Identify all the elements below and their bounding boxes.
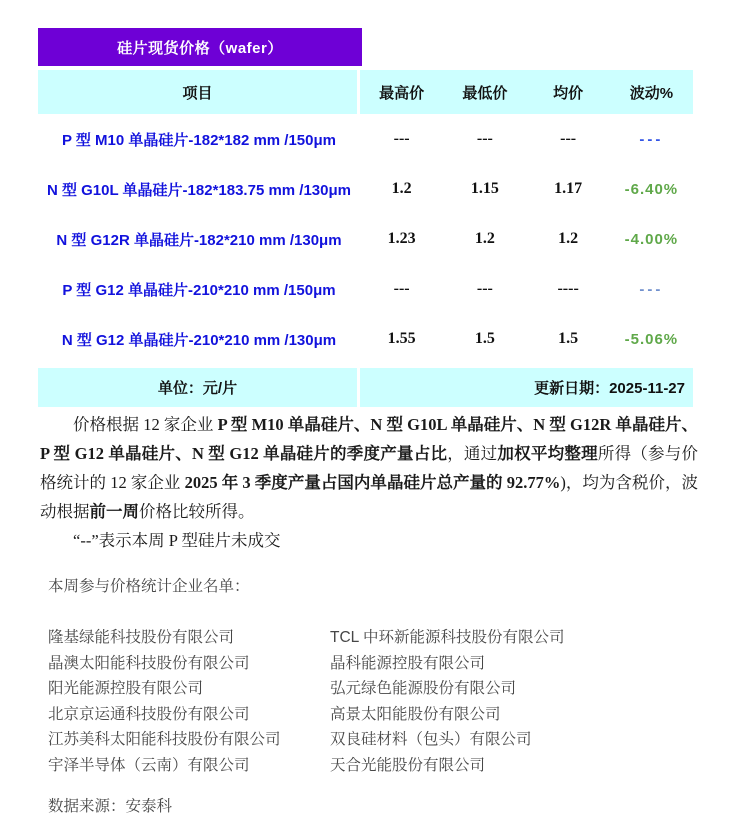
price-table — [38, 70, 693, 407]
participants-heading: 本周参与价格统计企业名单： — [48, 578, 250, 595]
table-footer-row — [38, 368, 693, 407]
table-row — [38, 264, 693, 314]
company-item: 双良硅材料（包头）有限公司 — [330, 731, 532, 748]
participants-column-right — [330, 625, 698, 778]
row-label: N 型 G10L 单晶硅片-182*183.75 mm /130μm — [46, 181, 352, 199]
row-avg: 1.17 — [554, 180, 583, 197]
table-row — [38, 314, 693, 364]
data-source-label: 数据来源：安泰科 — [48, 798, 173, 815]
company-item: 天合光能股份有限公司 — [330, 756, 486, 774]
company-item: 晶澳太阳能科技股份有限公司 — [48, 654, 250, 672]
report-title: 硅片现货价格（wafer） — [117, 39, 283, 57]
row-high: 1.23 — [387, 230, 416, 247]
row-label: P 型 M10 单晶硅片-182*182 mm /150μm — [61, 131, 337, 149]
methodology-paragraph: 价格根据 12 家企业 P 型 M10 单晶硅片、N 型 G10L 单晶硅片、N 型 G12R 单晶硅片、P 型 G12 单晶硅片、N 型 G12 单晶硅片的季度产量占比，通过加权平均整理所得（参与价格统计的 12 家企业 2025 年 3 季度产量占国内单晶硅片总产量的 92.77%)，均为含税价，波动根据前一周价格比较所得。 — [40, 415, 699, 521]
table-row — [38, 114, 693, 164]
row-low: 1.2 — [474, 230, 495, 247]
company-item: TCL 中环新能源科技股份有限公司 — [330, 629, 565, 646]
no-deal-note: “--”表示本周 P 型硅片未成交 — [73, 531, 281, 550]
header-high: 最高价 — [379, 84, 425, 102]
header-change: 波动% — [629, 84, 674, 102]
row-change: -6.40% — [624, 180, 679, 198]
company-item: 宇泽半导体（云南）有限公司 — [48, 756, 250, 774]
table-row — [38, 164, 693, 214]
table-header-row — [38, 70, 693, 114]
company-item: 晶科能源控股有限公司 — [330, 654, 486, 672]
header-low: 最低价 — [462, 84, 508, 102]
table-row — [38, 214, 693, 264]
participants-list — [48, 625, 698, 778]
row-label: P 型 G12 单晶硅片-210*210 mm /150μm — [62, 281, 336, 299]
company-item: 弘元绿色能源股份有限公司 — [330, 680, 517, 697]
company-item: 高景太阳能股份有限公司 — [330, 705, 501, 723]
unit-label: 单位：元/片 — [38, 368, 360, 407]
notes-section — [40, 410, 698, 821]
company-item: 阳光能源控股有限公司 — [48, 680, 204, 697]
header-item: 项目 — [38, 70, 360, 114]
update-date-label: 更新日期：2025-11-27 — [534, 380, 685, 397]
row-change: --- — [639, 280, 664, 298]
row-avg: ---- — [557, 280, 579, 297]
row-change: -5.06% — [624, 330, 679, 348]
row-low: 1.15 — [470, 180, 499, 197]
participants-column-left — [48, 625, 330, 778]
row-label: N 型 G12 单晶硅片-210*210 mm /130μm — [61, 331, 337, 349]
row-avg: 1.5 — [558, 330, 579, 347]
company-item: 江苏美科太阳能科技股份有限公司 — [48, 731, 281, 748]
row-change: -4.00% — [624, 230, 679, 248]
row-low: --- — [476, 280, 493, 297]
company-item: 隆基绿能科技股份有限公司 — [48, 629, 235, 646]
row-label: N 型 G12R 单晶硅片-182*210 mm /130μm — [56, 231, 342, 249]
row-high: 1.55 — [387, 330, 416, 347]
row-avg: 1.2 — [558, 230, 579, 247]
header-avg: 均价 — [553, 84, 584, 102]
row-high: --- — [393, 130, 410, 147]
company-item: 北京京运通科技股份有限公司 — [48, 705, 250, 723]
row-low: --- — [476, 130, 493, 147]
report-title-banner — [38, 28, 362, 66]
row-low: 1.5 — [474, 330, 495, 347]
row-high: 1.2 — [391, 180, 412, 197]
row-change: --- — [639, 130, 664, 148]
row-high: --- — [393, 280, 410, 297]
row-avg: --- — [560, 130, 577, 147]
